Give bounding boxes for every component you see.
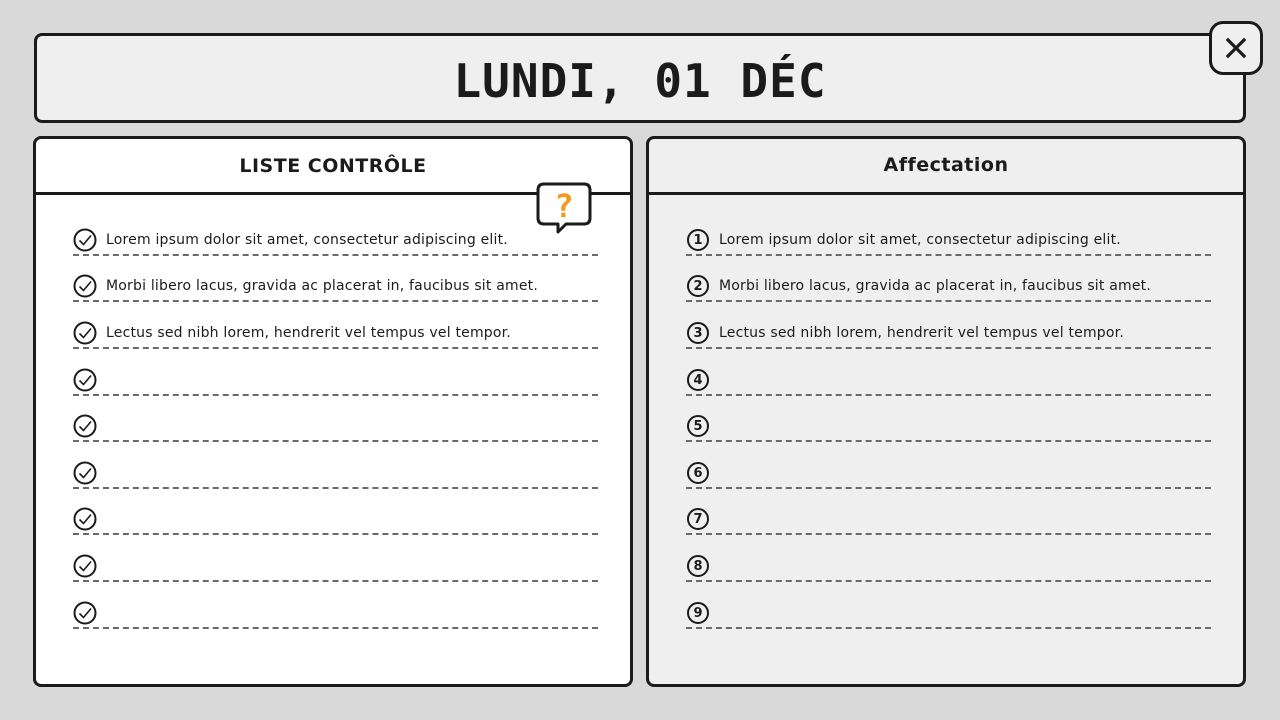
checkmark-icon bbox=[73, 461, 97, 485]
checkmark-icon bbox=[73, 368, 97, 392]
assignment-item bbox=[686, 552, 1211, 582]
checklist-item bbox=[73, 366, 598, 396]
checkbox[interactable] bbox=[73, 507, 97, 531]
checkbox[interactable] bbox=[73, 228, 97, 252]
checkbox[interactable] bbox=[73, 601, 97, 625]
assignment-title: Affectation bbox=[649, 139, 1243, 195]
checkbox[interactable] bbox=[73, 274, 97, 298]
question-mark: ? bbox=[554, 187, 574, 225]
number-badge bbox=[686, 601, 710, 625]
number-circle: 4 bbox=[687, 369, 709, 391]
checklist-item-text: Lorem ipsum dolor sit amet, consectetur adipiscing elit. bbox=[106, 232, 508, 248]
number-badge bbox=[686, 321, 710, 345]
assignment-item-text: Lorem ipsum dolor sit amet, consectetur adipiscing elit. bbox=[719, 232, 1121, 248]
assignment-item bbox=[686, 272, 1211, 302]
checkmark-icon bbox=[73, 321, 97, 345]
checklist-item-text: Lectus sed nibh lorem, hendrerit vel tempus vel tempor. bbox=[106, 325, 511, 341]
checkmark-icon bbox=[73, 274, 97, 298]
page-title: LUNDI, 01 DÉC bbox=[453, 54, 827, 108]
checklist-item bbox=[73, 459, 598, 489]
number-badge bbox=[686, 228, 710, 252]
assignment-item bbox=[686, 366, 1211, 396]
number-badge bbox=[686, 507, 710, 531]
number-badge bbox=[686, 274, 710, 298]
checklist-item bbox=[73, 505, 598, 535]
assignment-item bbox=[686, 319, 1211, 349]
number-circle: 8 bbox=[687, 555, 709, 577]
number-badge bbox=[686, 554, 710, 578]
close-button[interactable] bbox=[1209, 21, 1263, 75]
checklist-item bbox=[73, 272, 598, 302]
checkmark-icon bbox=[73, 228, 97, 252]
checklist-item bbox=[73, 599, 598, 629]
number-circle: 2 bbox=[687, 275, 709, 297]
checkmark-icon bbox=[73, 554, 97, 578]
checkmark-icon bbox=[73, 601, 97, 625]
assignment-item-text: Morbi libero lacus, gravida ac placerat in, faucibus sit amet. bbox=[719, 278, 1152, 294]
number-circle: 9 bbox=[687, 602, 709, 624]
assignment-item bbox=[686, 412, 1211, 442]
number-badge bbox=[686, 461, 710, 485]
checklist-title: LISTE CONTRÔLE bbox=[36, 139, 630, 195]
checklist-item bbox=[73, 319, 598, 349]
checklist-item bbox=[73, 552, 598, 582]
assignment-item bbox=[686, 599, 1211, 629]
checkbox[interactable] bbox=[73, 461, 97, 485]
checkbox[interactable] bbox=[73, 321, 97, 345]
checkbox[interactable] bbox=[73, 368, 97, 392]
number-circle: 3 bbox=[687, 322, 709, 344]
number-badge bbox=[686, 368, 710, 392]
assignment-item bbox=[686, 505, 1211, 535]
assignment-panel bbox=[646, 136, 1246, 687]
checklist-item bbox=[73, 226, 598, 256]
checklist-item-text: Morbi libero lacus, gravida ac placerat in, faucibus sit amet. bbox=[106, 278, 539, 294]
assignment-item bbox=[686, 459, 1211, 489]
date-header bbox=[34, 33, 1246, 123]
checkbox[interactable] bbox=[73, 554, 97, 578]
assignment-item-text: Lectus sed nibh lorem, hendrerit vel tempus vel tempor. bbox=[719, 325, 1124, 341]
number-badge bbox=[686, 414, 710, 438]
close-icon bbox=[1225, 37, 1247, 59]
help-bubble-icon bbox=[536, 182, 592, 234]
number-circle: 6 bbox=[687, 462, 709, 484]
number-circle: 7 bbox=[687, 508, 709, 530]
help-button[interactable] bbox=[536, 182, 592, 234]
checkbox[interactable] bbox=[73, 414, 97, 438]
checklist-item bbox=[73, 412, 598, 442]
checkmark-icon bbox=[73, 414, 97, 438]
number-circle: 1 bbox=[687, 229, 709, 251]
checkmark-icon bbox=[73, 507, 97, 531]
assignment-item bbox=[686, 226, 1211, 256]
number-circle: 5 bbox=[687, 415, 709, 437]
